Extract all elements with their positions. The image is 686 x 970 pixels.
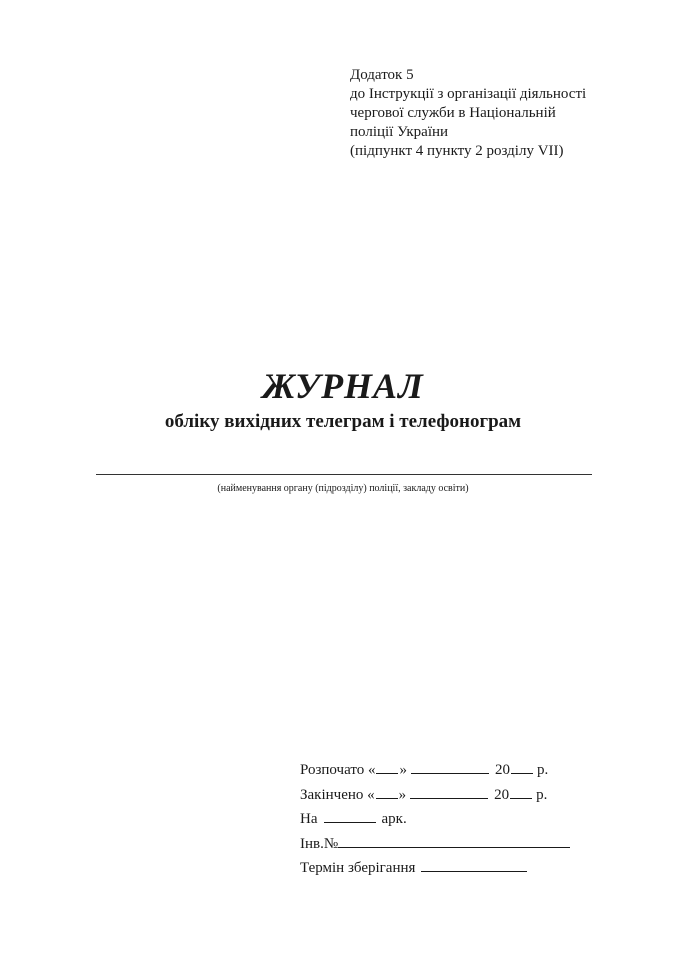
month-blank [411,760,489,774]
day-blank [376,785,398,799]
storage-blank [421,858,527,872]
appendix-line: поліції України [350,124,449,140]
journal-title: ЖУРНАЛ [262,366,424,406]
inventory-label: Інв.№ [300,835,339,852]
appendix-line: Додаток 5 [350,67,414,83]
finished-label: Закінчено [300,786,364,803]
appendix-line: до Інструкції з організації діяльності [350,86,587,102]
appendix-line: чергової служби в Національній [350,105,556,121]
sheets-row [300,809,640,834]
sheets-label: арк. [381,811,407,827]
year-suffix: р. [536,762,549,778]
quote-close: » [399,762,407,778]
appendix-block [350,66,650,161]
quote-close: » [398,786,407,803]
on-label: На [300,811,318,827]
year-blank [511,760,533,774]
inventory-blank [338,834,570,848]
appendix-line: (підпункт 4 пункту 2 розділу VII) [350,143,564,159]
organization-caption: (найменування органу (підрозділу) поліції, закладу освіти) [217,483,469,494]
started-row [300,760,640,785]
year-blank [510,785,532,799]
journal-subtitle: обліку вихідних телеграм і телефонограм [164,411,522,432]
storage-label: Термін зберігання [300,860,416,876]
year-prefix: 20 [494,786,510,803]
year-suffix: р. [536,786,548,803]
sheets-blank [324,809,376,823]
month-blank [410,785,488,799]
year-prefix: 20 [494,762,510,778]
organization-name-line [96,474,592,475]
storage-row [300,858,640,883]
finished-row [300,785,640,810]
day-blank [376,760,398,774]
journal-meta-block [300,760,640,883]
started-label: Розпочато [300,762,365,778]
quote-open: « [367,762,376,778]
quote-open: « [367,786,375,803]
inventory-row [300,834,640,859]
